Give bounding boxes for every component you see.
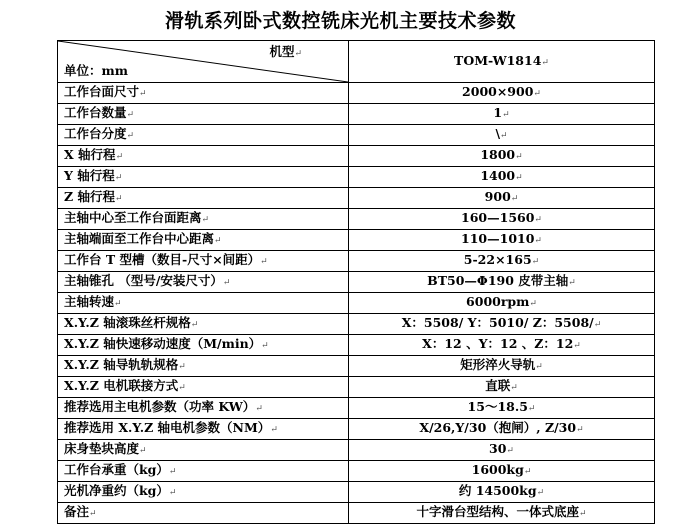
paragraph-mark-icon: ↵ xyxy=(222,278,231,288)
paragraph-mark-icon: ↵ xyxy=(510,194,519,204)
spec-value: 1800↵ xyxy=(349,146,655,167)
paragraph-mark-icon: ↵ xyxy=(502,110,510,120)
spec-value: 5-22×165↵ xyxy=(349,251,655,272)
spec-value: 1600kg↵ xyxy=(349,461,655,482)
table-row xyxy=(58,146,655,167)
spec-value: X：5508/ Y：5010/ Z：5508/↵ xyxy=(349,314,655,335)
table-row xyxy=(58,461,655,482)
paragraph-mark-icon: ↵ xyxy=(168,467,177,477)
paragraph-mark-icon: ↵ xyxy=(568,278,576,288)
paragraph-mark-icon: ↵ xyxy=(576,425,584,435)
paragraph-mark-icon: ↵ xyxy=(536,488,545,498)
table-row xyxy=(58,167,655,188)
spec-value: 110—1010↵ xyxy=(349,230,655,251)
table-row xyxy=(58,125,655,146)
spec-label: 工作台分度↵ xyxy=(58,125,349,146)
spec-label: 光机净重约（kg）↵ xyxy=(58,482,349,503)
paragraph-mark-icon: ↵ xyxy=(190,320,199,330)
spec-value: 15～18.5↵ xyxy=(349,398,655,419)
spec-label: 工作台面尺寸↵ xyxy=(58,83,349,104)
paragraph-mark-icon: ↵ xyxy=(531,257,540,267)
spec-label: 推荐选用主电机参数（功率 KW）↵ xyxy=(58,398,349,419)
spec-value: 直联↵ xyxy=(349,377,655,398)
paragraph-mark-icon: ↵ xyxy=(255,404,263,414)
paragraph-mark-icon: ↵ xyxy=(168,488,177,498)
header-model-label: 机型↵ xyxy=(269,44,302,59)
paragraph-mark-icon: ↵ xyxy=(541,57,549,68)
spec-value: 900↵ xyxy=(349,188,655,209)
spec-label: X.Y.Z 轴快速移动速度（M/min）↵ xyxy=(58,335,349,356)
paragraph-mark-icon: ↵ xyxy=(535,362,543,372)
spec-label: X.Y.Z 轴滚珠丝杆规格↵ xyxy=(58,314,349,335)
spec-label: X.Y.Z 电机联接方式↵ xyxy=(58,377,349,398)
table-row xyxy=(58,272,655,293)
spec-label: 主轴转速↵ xyxy=(58,293,349,314)
spec-value: X/26,Y/30（抱闸）, Z/30↵ xyxy=(349,419,655,440)
table-row xyxy=(58,104,655,125)
header-model-value: TOM-W1814↵ xyxy=(349,41,655,83)
spec-label: 主轴中心至工作台面距离↵ xyxy=(58,209,349,230)
table-row xyxy=(58,188,655,209)
spec-label: Z 轴行程↵ xyxy=(58,188,349,209)
header-diagonal-cell xyxy=(58,41,349,83)
spec-label: 推荐选用 X.Y.Z 轴电机参数（NM）↵ xyxy=(58,419,349,440)
table-row xyxy=(58,482,655,503)
table-row xyxy=(58,398,655,419)
spec-value: 1400↵ xyxy=(349,167,655,188)
spec-value: 2000×900↵ xyxy=(349,83,655,104)
paragraph-mark-icon: ↵ xyxy=(578,509,587,519)
table-row xyxy=(58,83,655,104)
spec-label: 工作台数量↵ xyxy=(58,104,349,125)
table-row xyxy=(58,335,655,356)
paragraph-mark-icon: ↵ xyxy=(126,131,135,141)
spec-value: X：12 、Y：12 、Z：12↵ xyxy=(349,335,655,356)
spec-label: X 轴行程↵ xyxy=(58,146,349,167)
document-title: 滑轨系列卧式数控铣床光机主要技术参数 xyxy=(164,10,516,32)
spec-label: 工作台承重（kg）↵ xyxy=(58,461,349,482)
table-row xyxy=(58,356,655,377)
paragraph-mark-icon: ↵ xyxy=(270,425,278,435)
header-unit-label: 单位：mm xyxy=(64,63,128,78)
paragraph-mark-icon: ↵ xyxy=(260,257,268,267)
paragraph-mark-icon: ↵ xyxy=(510,383,518,393)
table-header-row xyxy=(58,41,655,83)
spec-label: 备注↵ xyxy=(58,503,349,524)
table-row xyxy=(58,209,655,230)
paragraph-mark-icon: ↵ xyxy=(527,404,536,414)
spec-value: 1↵ xyxy=(349,104,655,125)
table-row xyxy=(58,503,655,524)
paragraph-mark-icon: ↵ xyxy=(523,467,532,477)
spec-value: 6000rpm↵ xyxy=(349,293,655,314)
paragraph-mark-icon: ↵ xyxy=(114,299,122,309)
paragraph-mark-icon: ↵ xyxy=(593,320,602,330)
paragraph-mark-icon: ↵ xyxy=(178,362,186,372)
paragraph-mark-icon: ↵ xyxy=(294,49,302,59)
spec-label: Y 轴行程↵ xyxy=(58,167,349,188)
spec-value: 十字滑台型结构、一体式底座↵ xyxy=(349,503,655,524)
paragraph-mark-icon: ↵ xyxy=(126,110,135,120)
spec-value: 160—1560↵ xyxy=(349,209,655,230)
paragraph-mark-icon: ↵ xyxy=(533,89,541,99)
paragraph-mark-icon: ↵ xyxy=(515,173,523,183)
spec-value: 约 14500kg↵ xyxy=(349,482,655,503)
paragraph-mark-icon: ↵ xyxy=(515,152,523,162)
paragraph-mark-icon: ↵ xyxy=(214,236,222,246)
paragraph-mark-icon: ↵ xyxy=(139,89,147,99)
paragraph-mark-icon: ↵ xyxy=(506,446,514,456)
paragraph-mark-icon: ↵ xyxy=(89,509,97,519)
paragraph-mark-icon: ↵ xyxy=(534,236,542,246)
paragraph-mark-icon: ↵ xyxy=(500,131,508,141)
paragraph-mark-icon: ↵ xyxy=(178,383,186,393)
paragraph-mark-icon: ↵ xyxy=(534,215,542,225)
paragraph-mark-icon: ↵ xyxy=(114,173,123,183)
spec-value: 矩形淬火导轨↵ xyxy=(349,356,655,377)
table-row xyxy=(58,440,655,461)
table-row xyxy=(58,419,655,440)
table-row xyxy=(58,377,655,398)
paragraph-mark-icon: ↵ xyxy=(529,299,537,309)
spec-value: BT50—Φ190 皮带主轴↵ xyxy=(349,272,655,293)
spec-label: 主轴端面至工作台中心距离↵ xyxy=(58,230,349,251)
spec-table xyxy=(57,40,655,524)
paragraph-mark-icon: ↵ xyxy=(201,215,210,225)
table-row xyxy=(58,230,655,251)
table-row xyxy=(58,251,655,272)
spec-label: 工作台 T 型槽（数目-尺寸×间距）↵ xyxy=(58,251,349,272)
spec-label: X.Y.Z 轴导轨轨规格↵ xyxy=(58,356,349,377)
paragraph-mark-icon: ↵ xyxy=(115,152,124,162)
table-row xyxy=(58,314,655,335)
spec-value: 30↵ xyxy=(349,440,655,461)
paragraph-mark-icon: ↵ xyxy=(573,341,581,351)
spec-value: \↵ xyxy=(349,125,655,146)
table-row xyxy=(58,293,655,314)
spec-label: 床身垫块高度↵ xyxy=(58,440,349,461)
paragraph-mark-icon: ↵ xyxy=(261,341,269,351)
paragraph-mark-icon: ↵ xyxy=(139,446,147,456)
paragraph-mark-icon: ↵ xyxy=(114,194,123,204)
spec-label: 主轴锥孔 （型号/安装尺寸）↵ xyxy=(58,272,349,293)
